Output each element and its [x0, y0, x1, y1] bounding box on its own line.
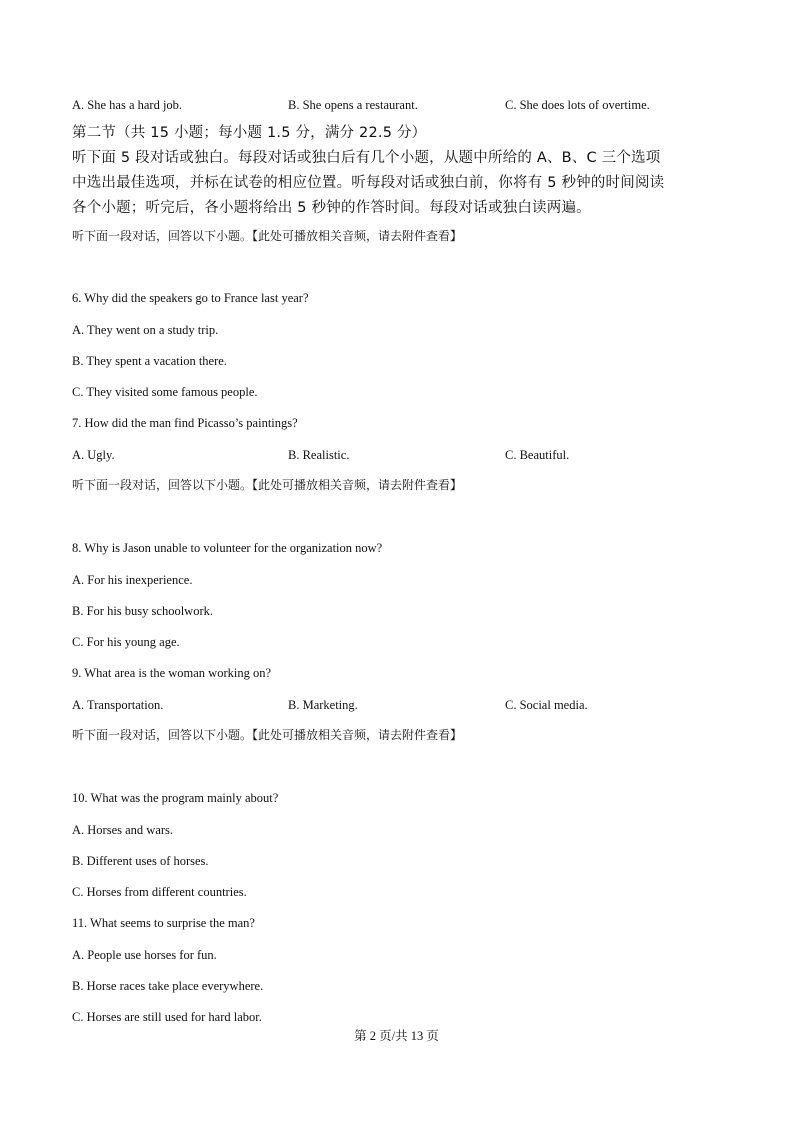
- q5-option-c: C. She does lots of overtime.: [505, 98, 650, 112]
- q7-option-a: A. Ugly.: [72, 448, 115, 462]
- q6-option-a: A. They went on a study trip.: [72, 323, 219, 337]
- page-footer: 第 2 页/共 13 页: [354, 1029, 439, 1043]
- q8-option-b: B. For his busy schoolwork.: [72, 604, 213, 618]
- q10-option-c: C. Horses from different countries.: [72, 885, 247, 899]
- question-6: 6. Why did the speakers go to France last year?: [72, 291, 309, 305]
- q7-option-c: C. Beautiful.: [505, 448, 570, 462]
- q8-option-c: C. For his young age.: [72, 635, 180, 649]
- q11-option-b: B. Horse races take place everywhere.: [72, 979, 264, 993]
- question-10: 10. What was the program mainly about?: [72, 791, 279, 805]
- q9-option-c: C. Social media.: [505, 698, 588, 712]
- audio-note: 听下面一段对话，回答以下小题。【此处可播放相关音频，请去附件查看】: [72, 728, 463, 742]
- q10-option-a: A. Horses and wars.: [72, 823, 174, 837]
- section-title: 第二节（共 15 小题；每小题 1.5 分，满分 22.5 分）: [72, 125, 427, 141]
- question-11: 11. What seems to surprise the man?: [72, 916, 255, 930]
- q11-option-c: C. Horses are still used for hard labor.: [72, 1010, 262, 1024]
- question-9: 9. What area is the woman working on?: [72, 666, 272, 680]
- q6-option-b: B. They spent a vacation there.: [72, 354, 227, 368]
- question-7: 7. How did the man find Picasso’s paintings?: [72, 416, 298, 430]
- instructions-line-3: 各个小题；听完后，各小题将给出 5 秒钟的作答时间。每段对话或独白读两遍。: [72, 200, 591, 216]
- q10-option-b: B. Different uses of horses.: [72, 854, 209, 868]
- q5-option-b: B. She opens a restaurant.: [288, 98, 418, 112]
- question-8: 8. Why is Jason unable to volunteer for the organization now?: [72, 541, 383, 555]
- q6-option-c: C. They visited some famous people.: [72, 385, 258, 399]
- q8-option-a: A. For his inexperience.: [72, 573, 193, 587]
- q9-option-a: A. Transportation.: [72, 698, 164, 712]
- audio-note: 听下面一段对话，回答以下小题。【此处可播放相关音频，请去附件查看】: [72, 229, 463, 243]
- instructions-line-2: 中选出最佳选项，并标在试卷的相应位置。听每段对话或独白前，你将有 5 秒钟的时间阅读: [72, 175, 665, 191]
- audio-note: 听下面一段对话，回答以下小题。【此处可播放相关音频，请去附件查看】: [72, 478, 463, 492]
- instructions-line-1: 听下面 5 段对话或独白。每段对话或独白后有几个小题，从题中所给的 A、B、C 三个选项: [72, 150, 661, 166]
- q5-option-a: A. She has a hard job.: [72, 98, 183, 112]
- q9-option-b: B. Marketing.: [288, 698, 358, 712]
- q7-option-b: B. Realistic.: [288, 448, 350, 462]
- q11-option-a: A. People use horses for fun.: [72, 948, 217, 962]
